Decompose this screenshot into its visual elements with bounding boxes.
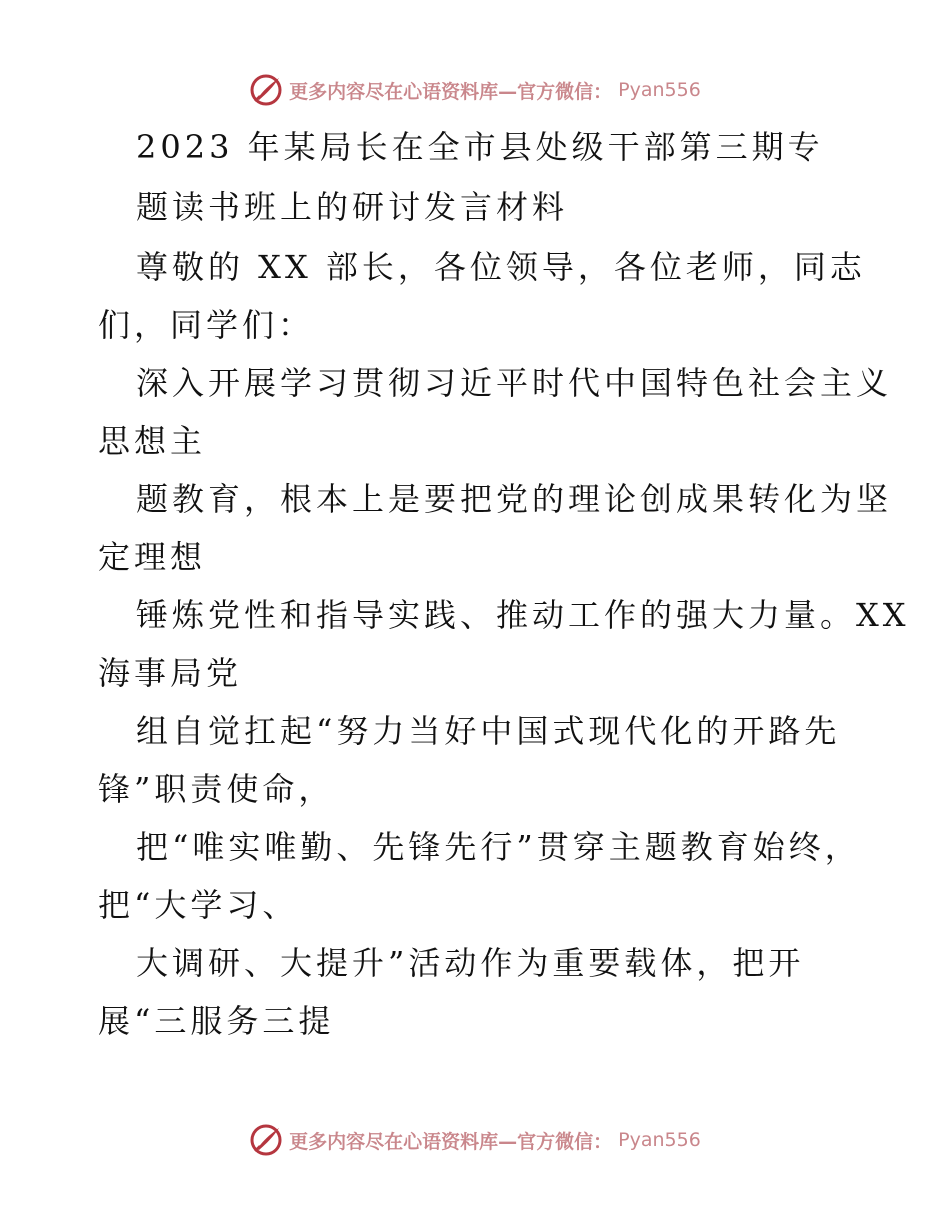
text-line: 深入开展学习贯彻习近平时代中国特色社会主义	[136, 364, 893, 402]
text-line: 定理想	[98, 538, 207, 576]
text-line: 把“唯实唯勤、先锋先行”贯穿主题教育始终，	[136, 828, 861, 866]
red-quill-seal-icon	[249, 73, 283, 107]
text-line: 们，同学们：	[98, 306, 315, 344]
document-title-line-1: 2023 年某局长在全市县处级干部第三期专	[136, 128, 824, 166]
watermark-text: 更多内容尽在心语资料库—官方微信：	[289, 1130, 613, 1153]
text-line: 题教育，根本上是要把党的理论创成果转化为坚	[136, 480, 893, 518]
header-watermark	[0, 70, 950, 110]
text-line: 尊敬的 XX 部长，各位领导，各位老师，同志	[136, 248, 866, 286]
watermark-wechat-id: Pyan556	[618, 79, 701, 101]
text-line: 思想主	[98, 422, 207, 460]
text-line: 大调研、大提升”活动作为重要载体，把开	[136, 944, 805, 982]
text-line: 锤炼党性和指导实践、推动工作的强大力量。XX	[136, 596, 910, 634]
text-line: 把“大学习、	[98, 886, 299, 924]
document-title-line-2: 题读书班上的研讨发言材料	[136, 188, 569, 226]
watermark-wechat-id: Pyan556	[618, 1129, 701, 1151]
text-line: 海事局党	[98, 654, 243, 692]
text-line: 锋”职责使命，	[98, 770, 335, 808]
watermark-text: 更多内容尽在心语资料库—官方微信：	[289, 80, 613, 103]
text-line: 展“三服务三提	[98, 1002, 335, 1040]
text-line: 组自觉扛起“努力当好中国式现代化的开路先	[136, 712, 841, 750]
red-quill-seal-icon	[249, 1123, 283, 1157]
footer-watermark	[0, 1120, 950, 1160]
